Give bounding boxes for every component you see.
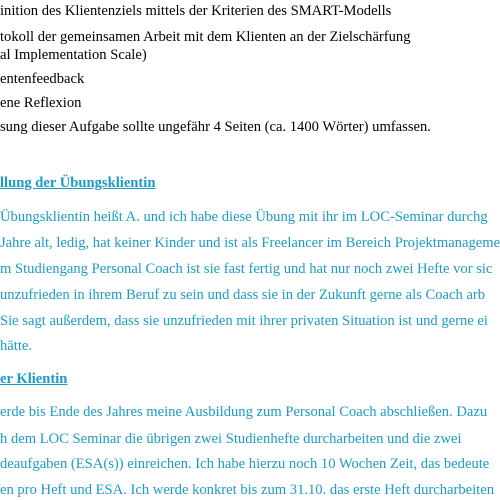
paragraph-line: en pro Heft und ESA. Ich werde konkret bis zum 31.10. das erste Heft durcharbeiten bbox=[0, 482, 495, 498]
list-item-client-feedback: entenfeedback bbox=[0, 71, 85, 87]
paragraph-line: Jahre alt, ledig, hat keiner Kinder und ist als Freelancer im Bereich Projektmanageme bbox=[0, 235, 500, 251]
section-heading-client-presentation: llung der Übungsklientin bbox=[0, 175, 156, 191]
section-heading-client-goal: er Klientin bbox=[0, 371, 68, 387]
list-item-smart-definition: inition des Klientenziels mittels der Kriterien des SMART-Modells bbox=[0, 3, 392, 19]
list-item-reflection: ene Reflexion bbox=[0, 95, 82, 111]
paragraph-line: Sie sagt außerdem, dass sie unzufrieden mit ihrer privaten Situation ist und gerne ei bbox=[0, 313, 488, 329]
paragraph-line: Übungsklientin heißt A. und ich habe diese Übung mit ihr im LOC-Seminar durchg bbox=[0, 209, 488, 225]
paragraph-line: m Studiengang Personal Coach ist sie fast fertig und hat nur noch zwei Hefte vor sic bbox=[0, 261, 493, 277]
paragraph-line: unzufrieden in ihrem Beruf zu sein und dass sie in der Zukunft gerne als Coach arb bbox=[0, 287, 486, 303]
scope-note: sung dieser Aufgabe sollte ungefähr 4 Seiten (ca. 1400 Wörter) umfassen. bbox=[0, 119, 431, 135]
list-item-protocol-continued: al Implementation Scale) bbox=[0, 47, 147, 63]
paragraph-line: erde bis Ende des Jahres meine Ausbildung zum Personal Coach abschließen. Dazu bbox=[0, 404, 488, 420]
paragraph-line: hätte. bbox=[0, 338, 33, 354]
paragraph-line: deaufgaben (ESA(s)) einreichen. Ich habe hierzu noch 10 Wochen Zeit, das bedeute bbox=[0, 456, 490, 472]
list-item-protocol: tokoll der gemeinsamen Arbeit mit dem Klienten an der Zielschärfung bbox=[0, 29, 411, 45]
paragraph-line: h dem LOC Seminar die übrigen zwei Studienhefte durcharbeiten und die zwei bbox=[0, 431, 462, 447]
